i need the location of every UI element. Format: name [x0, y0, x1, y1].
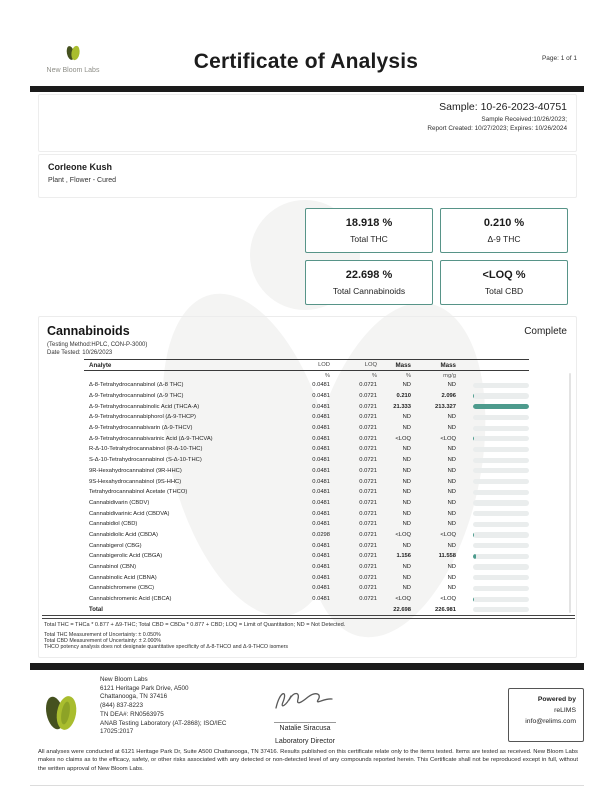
- lod-value: 0.0481: [312, 478, 330, 485]
- analyte-name: Cannabigerolic Acid (CBGA): [89, 553, 163, 560]
- lod-value: 0.0481: [312, 585, 330, 592]
- product-type: Plant , Flower - Cured: [48, 177, 117, 184]
- mass-bar: [473, 597, 529, 602]
- mass-bar: [473, 436, 529, 441]
- mass-mgg-value: ND: [447, 542, 456, 549]
- lod-value: 0.0481: [312, 542, 330, 549]
- powered-by-label: Powered by: [537, 696, 576, 703]
- analyte-name: R-Δ-10-Tetrahydrocannabinol (R-Δ-10-THC): [89, 446, 203, 453]
- signature-icon: [266, 686, 344, 712]
- sample-info-box: [38, 94, 577, 152]
- mass-pct-value: ND: [402, 521, 411, 528]
- date-tested: Date Tested: 10/26/2023: [47, 350, 113, 356]
- mass-mgg-value: ND: [447, 446, 456, 453]
- table-row: [84, 444, 529, 455]
- mass-pct-value: ND: [402, 564, 411, 571]
- mass-mgg-value: ND: [447, 585, 456, 592]
- lod-value: 0.0481: [312, 499, 330, 506]
- scrollbar-track: [569, 373, 571, 613]
- mass-bar: [473, 511, 529, 516]
- mass-pct-value: ND: [402, 467, 411, 474]
- table-total-row: [84, 604, 529, 615]
- loq-value: 0.0721: [359, 521, 377, 528]
- table-row: [84, 487, 529, 498]
- col-mass-pct: Mass: [395, 361, 411, 369]
- table-row: [84, 551, 529, 562]
- mass-mgg-value: <LOQ: [440, 531, 456, 538]
- table-row: [84, 572, 529, 583]
- mass-bar: [473, 586, 529, 591]
- analyte-name: Δ-9-Tetrahydrocannabivarin (Δ-9-THCV): [89, 425, 193, 432]
- analyte-name: Δ-9-Tetrahydrocannabivarinic Acid (Δ-9-THCVA): [89, 435, 213, 442]
- loq-value: 0.0721: [359, 425, 377, 432]
- lab-name: New Bloom Labs: [100, 676, 148, 683]
- mass-mgg-value: 11.558: [438, 553, 456, 560]
- summary-box-d9-thc: [440, 208, 568, 253]
- sample-received: Sample Received:10/26/2023;: [481, 116, 567, 123]
- mass-bar: [473, 404, 529, 409]
- mass-bar: [473, 447, 529, 452]
- lab-accreditation-2: 17025:2017: [100, 728, 134, 736]
- mass-mgg-value: <LOQ: [440, 435, 456, 442]
- loq-value: 0.0721: [359, 553, 377, 560]
- lod-value: 0.0481: [312, 564, 330, 571]
- analyte-name: Cannabinol (CBN): [89, 564, 137, 571]
- summary-label: Total CBD: [484, 286, 524, 296]
- footer-lab-logo: [40, 690, 82, 741]
- analyte-name: Cannabinolic Acid (CBNA): [89, 574, 157, 581]
- summary-value: 0.210 %: [483, 217, 525, 229]
- loq-value: 0.0721: [359, 435, 377, 442]
- loq-value: 0.0721: [359, 382, 377, 389]
- mass-mgg-value: 2.096: [441, 393, 456, 400]
- mass-mgg-value: ND: [447, 457, 456, 464]
- testing-method: (Testing Method:HPLC, CON-P-3000): [47, 342, 148, 348]
- loq-value: 0.0721: [359, 414, 377, 421]
- lod-value: 0.0481: [312, 553, 330, 560]
- analyte-name: Δ-8-Tetrahydrocannabinol (Δ-8 THC): [89, 382, 184, 389]
- mass-mgg-value: ND: [447, 467, 456, 474]
- sample-report-dates: Report Created: 10/27/2023; Expires: 10/26/2024: [427, 124, 567, 132]
- table-row: [84, 583, 529, 594]
- analyte-name: Tetrahydrocannabinol Acetate (THCO): [89, 489, 188, 496]
- product-info-box: [38, 154, 577, 198]
- table-row: [84, 508, 529, 519]
- mass-pct-value: 1.156: [396, 553, 411, 560]
- signer-name: Natalie Siracusa: [274, 722, 337, 732]
- loq-value: 0.0721: [359, 542, 377, 549]
- table-units-row: [84, 371, 529, 380]
- mass-mgg-value: ND: [447, 499, 456, 506]
- mass-mgg-value: ND: [447, 574, 456, 581]
- analyte-name: 9S-Hexahydrocannabinol (9S-HHC): [89, 478, 182, 485]
- lod-value: 0.0481: [312, 596, 330, 603]
- section-title: Cannabinoids: [47, 324, 130, 338]
- summary-label: Total Cannabinoids: [332, 286, 406, 296]
- loq-value: 0.0721: [359, 403, 377, 410]
- table-row: [84, 498, 529, 509]
- col-loq: LOQ: [364, 362, 377, 368]
- signature-block: [245, 686, 365, 745]
- powered-by-email: info@relims.com: [525, 718, 576, 725]
- analyte-name: Cannabidiolic Acid (CBDA): [89, 531, 158, 538]
- analyte-name: Δ-9-Tetrahydrocannabinol (Δ-9 THC): [89, 393, 184, 400]
- mass-pct-value: ND: [402, 382, 411, 389]
- lod-value: 0.0481: [312, 382, 330, 389]
- lab-address-2: Chattanooga, TN 37416: [100, 693, 168, 701]
- page-title: Certificate of Analysis: [193, 50, 419, 73]
- loq-value: 0.0721: [359, 596, 377, 603]
- mass-bar: [473, 554, 529, 559]
- lab-dea: TN DEA#: RN0563975: [100, 710, 164, 718]
- mass-mgg-value: ND: [447, 521, 456, 528]
- leaf-logo-icon: [40, 690, 82, 736]
- analyte-name: Cannabidiol (CBD): [89, 521, 138, 528]
- mass-pct-value: ND: [402, 542, 411, 549]
- loq-value: 0.0721: [359, 574, 377, 581]
- product-name: Corleone Kush: [48, 162, 113, 172]
- mass-mgg-value: ND: [447, 382, 456, 389]
- lod-value: 0.0481: [312, 467, 330, 474]
- loq-value: 0.0721: [359, 393, 377, 400]
- table-row: [84, 562, 529, 573]
- lod-value: 0.0481: [312, 403, 330, 410]
- mass-bar: [473, 458, 529, 463]
- analyte-name: Cannabigerol (CBG): [89, 542, 142, 549]
- summary-value: 22.698 %: [345, 269, 393, 281]
- analyte-name: Δ-9-Tetrahydrocannabinolic Acid (THCA-A): [89, 403, 200, 410]
- loq-value: 0.0721: [359, 478, 377, 485]
- table-row: [84, 455, 529, 466]
- lod-value: 0.0481: [312, 574, 330, 581]
- mass-bar: [473, 468, 529, 473]
- mass-pct-value: 21.333: [393, 403, 411, 410]
- table-row: [84, 401, 529, 412]
- cannabinoids-panel: [38, 316, 577, 658]
- loq-value: 0.0721: [359, 531, 377, 538]
- mass-pct-value: ND: [402, 457, 411, 464]
- analyte-name: 9R-Hexahydrocannabinol (9R-HHC): [89, 467, 182, 474]
- summary-value: 18.918 %: [345, 217, 393, 229]
- sample-id: Sample: 10-26-2023-40751: [439, 101, 567, 113]
- mass-bar: [473, 393, 529, 398]
- col-analyte: Analyte: [89, 361, 112, 369]
- loq-value: 0.0721: [359, 510, 377, 517]
- footer-divider-bar: [30, 663, 584, 670]
- mass-bar: [473, 575, 529, 580]
- lab-address-block: [100, 676, 226, 737]
- table-row: [84, 594, 529, 605]
- lod-value: 0.0481: [312, 425, 330, 432]
- unit-lod: %: [324, 372, 330, 379]
- mass-bar: [473, 415, 529, 420]
- bottom-hairline: [30, 785, 584, 786]
- analyte-name: Cannabichromene (CBC): [89, 585, 155, 592]
- page-number: Page: 1 of 1: [541, 55, 577, 62]
- mass-mgg-value: 226.981: [435, 606, 456, 613]
- lab-logo-text: New Bloom Labs: [46, 67, 100, 74]
- summary-value: <LOQ %: [482, 269, 526, 281]
- mass-bar: [473, 532, 529, 537]
- lod-value: 0.0481: [312, 435, 330, 442]
- disclaimer-text: All analyses were conducted at 6121 Heritage Park Dr, Suite A500 Chattanooga, TN 37416. Results published on this certificate relate only to the items tested. Items are tested as received. New Bloom Labs makes no claims as to the efficacy, safety, or other risks associated with any detected or non-detected level of any compounds reported herein. This Certificate shall not be reproduced except in full, without the written approval of New Bloom Labs.: [38, 749, 578, 772]
- loq-value: 0.0721: [359, 489, 377, 496]
- analyte-name: Cannabidivarinic Acid (CBDVA): [89, 510, 170, 517]
- table-row: [84, 433, 529, 444]
- col-mass-mgg: Mass: [440, 361, 456, 369]
- mass-bar: [473, 479, 529, 484]
- summary-box-total-cbd: [440, 260, 568, 305]
- footnote-uncertainty-cbd: Total CBD Measurement of Uncertainty: ± 2.000%: [44, 638, 162, 644]
- analyte-name: S-Δ-10-Tetrahydrocannabinol (S-Δ-10-THC): [89, 457, 202, 464]
- mass-pct-value: <LOQ: [395, 531, 411, 538]
- lod-value: 0.0298: [312, 531, 330, 538]
- mass-pct-value: ND: [402, 489, 411, 496]
- lod-value: 0.0481: [312, 393, 330, 400]
- unit-mass-pct: %: [405, 372, 411, 379]
- unit-mass-mgg: mg/g: [443, 372, 456, 379]
- loq-value: 0.0721: [359, 467, 377, 474]
- header-divider-bar: [30, 86, 584, 92]
- loq-value: 0.0721: [359, 457, 377, 464]
- mass-bar: [473, 500, 529, 505]
- mass-bar: [473, 564, 529, 569]
- mass-pct-value: ND: [402, 446, 411, 453]
- summary-box-total-thc: [305, 208, 433, 253]
- mass-bar: [473, 383, 529, 388]
- table-row: [84, 466, 529, 477]
- analyte-name: Cannabidivarin (CBDV): [89, 499, 150, 506]
- mass-pct-value: ND: [402, 414, 411, 421]
- mass-pct-value: <LOQ: [395, 596, 411, 603]
- lab-phone: (844) 837-8223: [100, 702, 144, 710]
- mass-pct-value: ND: [402, 499, 411, 506]
- mass-pct-value: 0.210: [396, 393, 411, 400]
- loq-value: 0.0721: [359, 585, 377, 592]
- footnote-uncertainty-thc: Total THC Measurement of Uncertainty: ± 0.050%: [44, 632, 161, 638]
- lod-value: 0.0481: [312, 457, 330, 464]
- mass-pct-value: ND: [402, 478, 411, 485]
- mass-bar: [473, 607, 529, 612]
- lod-value: 0.0481: [312, 489, 330, 496]
- mass-bar: [473, 522, 529, 527]
- analyte-name: Total: [89, 606, 103, 613]
- lod-value: 0.0481: [312, 446, 330, 453]
- table-header-row: [84, 360, 529, 370]
- table-row: [84, 530, 529, 541]
- lod-value: 0.0481: [312, 510, 330, 517]
- table-body: [84, 380, 529, 615]
- mass-mgg-value: ND: [447, 478, 456, 485]
- table-bottom-rule: [42, 615, 575, 619]
- loq-value: 0.0721: [359, 499, 377, 506]
- footnote-formula: Total THC = THCa * 0.877 + Δ9-THC; Total CBD = CBDa * 0.877 + CBD; LOQ = Limit of Quantitation; ND = Not Detected.: [44, 622, 346, 628]
- footnote-thco: THCO potency analysis does not designate quantitative specificity of Δ-8-THCO and Δ-9-THCO isomers: [44, 644, 289, 650]
- mass-mgg-value: <LOQ: [440, 596, 456, 603]
- lab-address-1: 6121 Heritage Park Drive, A500: [100, 684, 189, 692]
- analyte-name: Δ-9-Tetrahydrocannabiphorol (Δ-9-THCP): [89, 414, 196, 421]
- table-row: [84, 380, 529, 391]
- lod-value: 0.0481: [312, 521, 330, 528]
- mass-mgg-value: ND: [447, 510, 456, 517]
- mass-bar: [473, 543, 529, 548]
- loq-value: 0.0721: [359, 446, 377, 453]
- mass-pct-value: 22.698: [393, 606, 411, 613]
- mass-pct-value: ND: [402, 574, 411, 581]
- loq-value: 0.0721: [359, 564, 377, 571]
- signer-role: Laboratory Director: [275, 738, 335, 745]
- table-row: [84, 423, 529, 434]
- analyte-name: Cannabichromenic Acid (CBCA): [89, 596, 172, 603]
- table-row: [84, 519, 529, 530]
- mass-mgg-value: ND: [447, 564, 456, 571]
- cannabinoids-table: [84, 359, 529, 615]
- table-row: [84, 412, 529, 423]
- col-lod: LOD: [318, 362, 330, 368]
- powered-by-box: [508, 688, 584, 742]
- mass-pct-value: ND: [402, 585, 411, 592]
- table-row: [84, 540, 529, 551]
- summary-box-total-cannabinoids: [305, 260, 433, 305]
- mass-bar: [473, 426, 529, 431]
- section-status: Complete: [524, 326, 567, 337]
- summary-label: Total THC: [350, 234, 388, 244]
- mass-mgg-value: ND: [447, 414, 456, 421]
- mass-pct-value: <LOQ: [395, 435, 411, 442]
- mass-mgg-value: 213.327: [435, 403, 456, 410]
- table-row: [84, 391, 529, 402]
- mass-mgg-value: ND: [447, 489, 456, 496]
- summary-label: Δ-9 THC: [487, 234, 521, 244]
- powered-by-name: reLIMS: [554, 707, 576, 714]
- mass-pct-value: ND: [402, 425, 411, 432]
- mass-bar: [473, 490, 529, 495]
- mass-pct-value: ND: [402, 510, 411, 517]
- lod-value: 0.0481: [312, 414, 330, 421]
- unit-loq: %: [371, 372, 377, 379]
- mass-mgg-value: ND: [447, 425, 456, 432]
- lab-accreditation: ANAB Testing Laboratory (AT-2868); ISO/IEC: [100, 719, 227, 727]
- table-row: [84, 476, 529, 487]
